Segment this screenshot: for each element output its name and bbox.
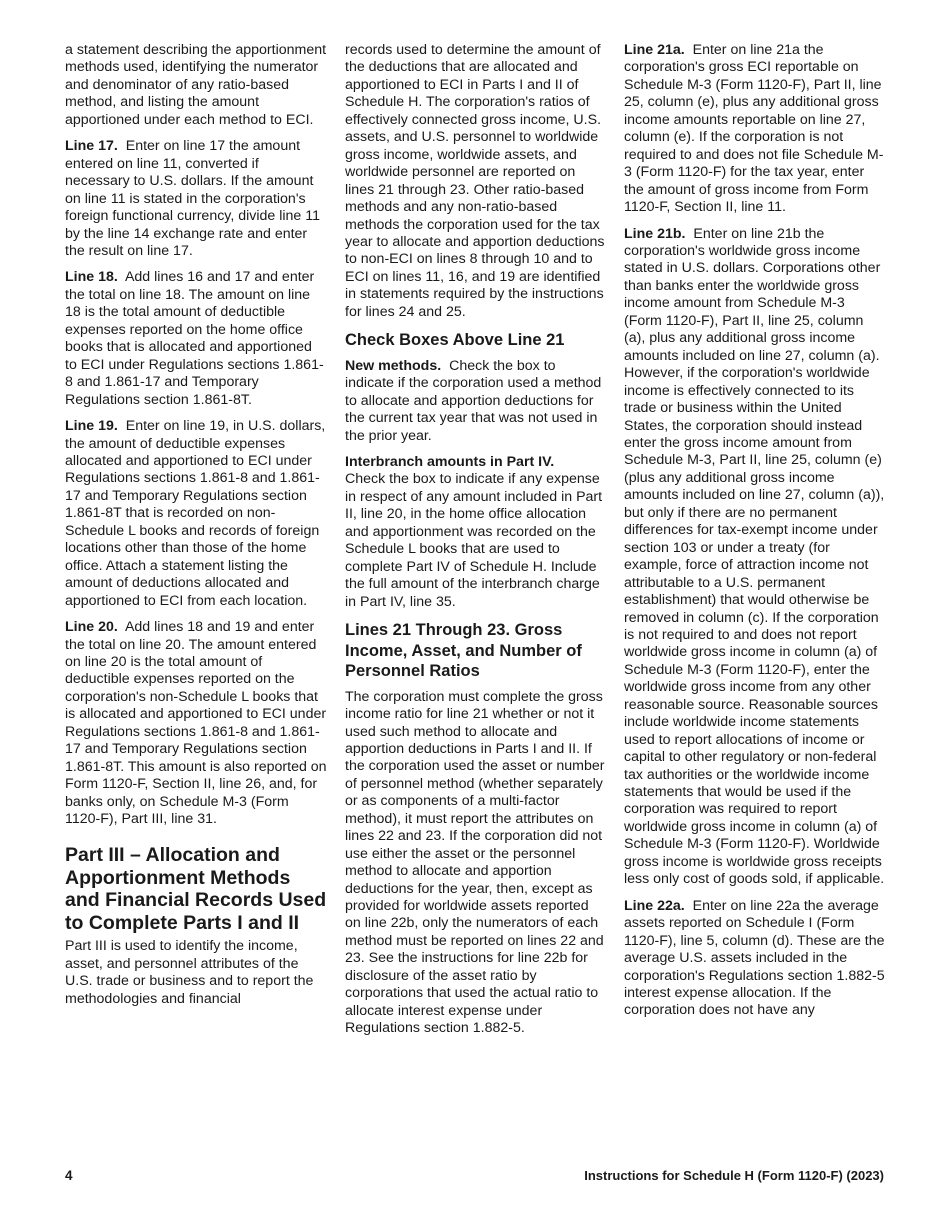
column-1 (65, 42, 327, 1017)
new-methods-text: Check the box to indicate if the corporation used a method to allocate and apportion deductions for the current tax year that was not used in the prior year. (345, 357, 602, 444)
page-number: 4 (65, 1168, 73, 1183)
new-methods-paragraph (345, 358, 607, 445)
intro-paragraph: a statement describing the apportionment methods used, identifying the numerator and denominator of any ratio-based method, and listing the amount apportioned under each method to ECI. (65, 42, 327, 128)
records-continuation-paragraph: records used to determine the amount of the deductions that are allocated and apportioned to ECI in Parts I and II of Schedule H. The corporation's ratios of effectively connected gross income, U.S. assets, and U.S. personnel to worldwide gross income, worldwide assets, and worldwide personnel are reported on lines 21 through 23. Other ratio-based methods and any non-ratio-based methods the corporation used for the tax year to allocate and apportion deductions to non-ECI on lines 8 through 10 and to ECI on lines 11, 16, and 19 are identified in statements required by the instructions for lines 24 and 25. (345, 42, 605, 320)
new-methods-label: New methods. (345, 357, 442, 374)
line-20-text: Add lines 18 and 19 and enter the total on line 20. The amount entered on line 20 is the total amount of deductible expenses reported on the corporation's non-Schedule L books that is allocated and apportioned to ECI under Regulations sections 1.861-8 and 1.861-17 and Temporary Regulations section 1.861-8T. This amount is also reported on Form 1120-F, Section II, line 26, and, for banks only, on Schedule M-3 (Form 1120-F), Part III, line 31. (65, 619, 327, 828)
line-19-paragraph (65, 418, 327, 610)
line-17-label: Line 17. (65, 138, 118, 155)
line-20-label: Line 20. (65, 619, 118, 636)
line-22a-label: Line 22a. (624, 897, 685, 914)
column-3 (624, 42, 886, 1029)
part-3-paragraph: Part III is used to identify the income, asset, and personnel attributes of the U.S. trade or business and to report the methodologies and financial (65, 938, 314, 1007)
line-21a-label: Line 21a. (624, 42, 685, 58)
line-18-text: Add lines 16 and 17 and enter the total on line 18. The amount on line 18 is the total amount of deductible expenses reported on the home office books that is allocated and apportioned to ECI under Regulations sections 1.861-8 and 1.861-17 and Temporary Regulations section 1.861-8T. (65, 269, 324, 408)
line-22a-text: Enter on line 22a the average assets reported on Schedule I (Form 1120-F), line 5, column (d). These are the average U.S. assets included in the corporation's Regulations section 1.882-5 interest expense allocation. If the corporation does not have any (624, 897, 885, 1019)
line-19-text: Enter on line 19, in U.S. dollars, the amount of deductible expenses allocated and apportioned to ECI under Regulations sections 1.861-8 and 1.861-17 and Temporary Regulations section 1.861-8T that is recorded on non-Schedule L books and records of foreign locations other than those of the home office. Attach a statement listing the amount of deductions allocated and apportioned to ECI from each location. (65, 418, 326, 609)
interbranch-label: Interbranch amounts in Part IV. (345, 454, 555, 471)
check-boxes-heading: Check Boxes Above Line 21 (345, 331, 565, 350)
line-17-paragraph (65, 138, 327, 260)
line-17-text: Enter on line 17 the amount entered on line 11, converted if necessary to U.S. dollars. If the amount on line 11 is stated in the corporation's foreign functional currency, divide line 11 by the line 14 exchange rate and enter the result on line 17. (65, 138, 320, 259)
line-21a-text: Enter on line 21a the corporation's gross ECI reportable on Schedule M-3 (Form 1120-F), Part II, line 25, column (e), plus any additional gross income amounts reportable on line 27, column (e). If the corporation is not required to and does not file Schedule M-3 (Form 1120-F) for the tax year, enter the amount of gross income from Form 1120-F, Section II, line 11. (624, 42, 884, 216)
column-2 (345, 42, 607, 1047)
lines-21-23-paragraph: The corporation must complete the gross income ratio for line 21 whether or not it used such method to allocate and apportion deductions in Parts I and II. If the corporation used the asset or number of personnel method (whether separately or as components of a multi-factor method), it must report the attributes on lines 22 and 23. If the corporation did not use either the asset or the personnel method to allocate and apportion deductions for the year, then, except as provided for worldwide assets reported on line 22b, only the numerators of each method must be reported on lines 22 and 23. See the instructions for line 22b for disclosure of the asset ratio by corporations that used the actual ratio to allocate interest expense under Regulations section 1.882-5. (345, 688, 605, 1037)
lines-21-23-heading: Lines 21 Through 23. Gross Income, Asset, and Number of Personnel Ratios (345, 621, 582, 681)
line-21a-paragraph (624, 42, 886, 217)
line-18-label: Line 18. (65, 269, 118, 286)
line-18-paragraph (65, 269, 327, 409)
line-21b-paragraph (624, 226, 886, 889)
line-22a-paragraph (624, 898, 886, 1020)
interbranch-text: Check the box to indicate if any expense in respect of any amount included in Part II, line 20, in the home office allocation and apportionment was recorded on the Schedule L books that are used to complete Part IV of Schedule H. Include the full amount of the interbranch charge in Part IV, line 35. (345, 471, 603, 610)
interbranch-paragraph (345, 454, 607, 611)
line-19-label: Line 19. (65, 418, 118, 435)
line-21b-text: Enter on line 21b the corporation's worldwide gross income stated in U.S. dollars. Corporations other than banks enter the worldwide gross income amount from Schedule M-3 (Form 1120-F), Part II, line 25, column (a), plus any additional gross income amounts included on line 27, column (a). However, if the corporation's worldwide income is effectively connected to its trade or business within the United States, the corporation should instead enter the gross income amount from Schedule M-3, Part II, line 25, column (e) (plus any additional gross income amounts included on line 27, column (a)), but only if there are no permanent differences for tax-exempt income under section 103 or under a treaty (for example, force of attraction income not attributable to a U.S. permanent establishment) that would otherwise be removed in column (c). If the corporation is not required to and does not report worldwide gross income in column (a) of Schedule M-3 (Form 1120-F), enter the worldwide gross income from any other reasonable source. Reasonable sources include worldwide income statements used to report allocations of income or capital to other regulatory or non-federal tax authorities or the worldwide income statements that would be used if the corporation was required to report worldwide gross income in column (a) of Schedule M-3 (Form 1120-F). Worldwide gross income is worldwide gross receipts less only cost of goods sold, if applicable. (624, 225, 885, 888)
document-title: Instructions for Schedule H (Form 1120-F) (2023) (584, 1168, 884, 1183)
line-20-paragraph (65, 619, 327, 828)
part-3-heading: Part III – Allocation and Apportionment Methods and Financial Records Used to Complete Parts I and II (65, 844, 327, 934)
line-21b-label: Line 21b. (624, 225, 686, 242)
